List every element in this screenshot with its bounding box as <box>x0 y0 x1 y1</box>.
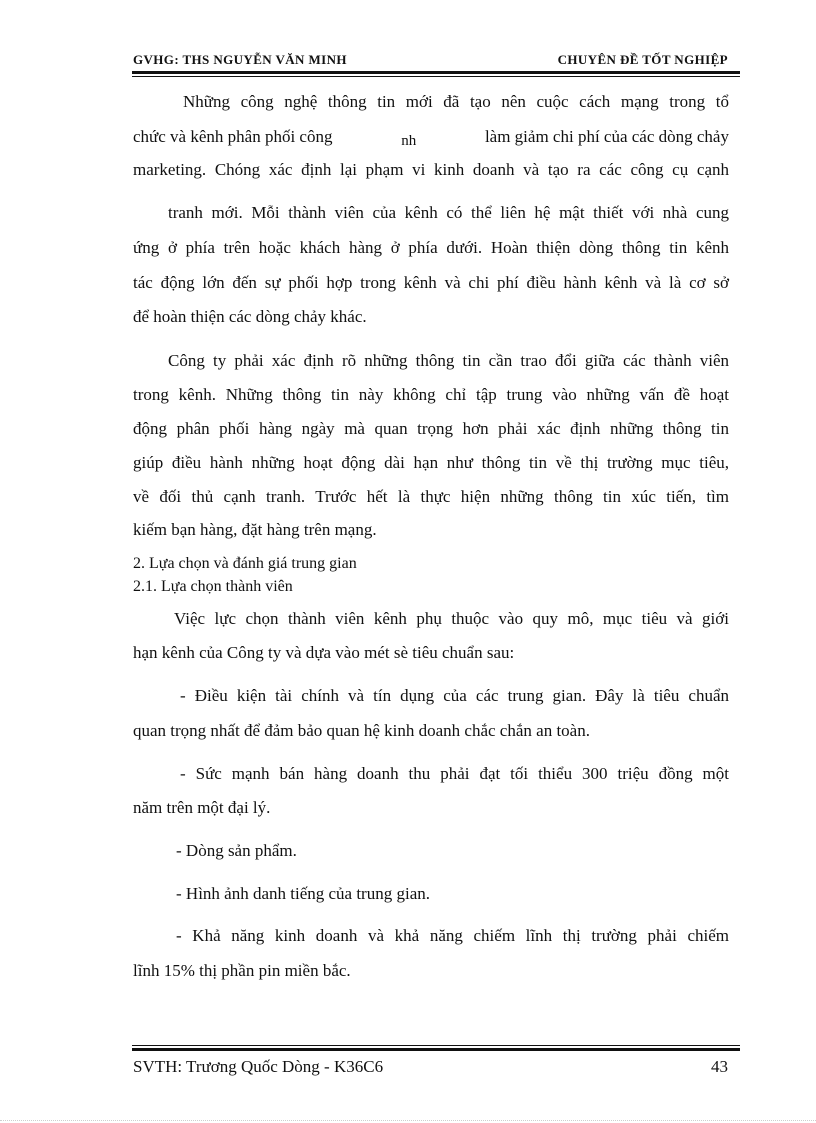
criteria-item: - Khả năng kinh doanh và khả năng chiếm lĩnh thị trường phải chiếm <box>176 926 729 945</box>
criteria-item: - Sức mạnh bán hàng doanh thu phải đạt tối thiểu 300 triệu đồng một <box>180 764 729 783</box>
paragraph-line: để hoàn thiện các dòng chảy khác. <box>133 307 367 326</box>
paragraph-line: Những công nghệ thông tin mới đã tạo nên cuộc cách mạng trong tổ <box>183 92 729 111</box>
footer-rule-thin <box>132 1045 740 1046</box>
criteria-item: - Hình ảnh danh tiếng của trung gian. <box>176 884 430 903</box>
criteria-item-continuation: lĩnh 15% thị phần pin miền bắc. <box>133 961 351 980</box>
footer-student: SVTH: Trương Quốc Dòng - K36C6 <box>133 1057 384 1076</box>
paragraph-line: trong kênh. Những thông tin này không chỉ tập trung vào những vấn đề hoạt <box>133 385 729 404</box>
footer-rule-thick <box>132 1048 740 1051</box>
page-number: 43 <box>711 1057 728 1076</box>
header-instructor: GVHG: THS NGUYỄN VĂN MINH <box>133 52 347 67</box>
paragraph-line: tranh mới. Mỗi thành viên của kênh có thể liên hệ mật thiết với nhà cung <box>168 203 729 222</box>
paragraph-line: ứng ở phía trên hoặc khách hàng ở phía dưới. Hoàn thiện dòng thông tin kênh <box>133 238 729 257</box>
header-rule-thick <box>132 71 740 74</box>
criteria-item: - Điều kiện tài chính và tín dụng của các trung gian. Đây là tiêu chuẩn <box>180 686 729 705</box>
header-document-type: CHUYÊN ĐỀ TỐT NGHIỆP <box>557 52 728 67</box>
paragraph-line: về đối thủ cạnh tranh. Trước hết là thực hiện những thông tin xúc tiến, tìm <box>133 487 729 506</box>
criteria-item: - Dòng sản phẩm. <box>176 841 297 860</box>
paragraph-line: động phân phối hàng ngày mà quan trọng hơn phải xác định những thông tin <box>133 419 729 438</box>
header-rule-thin <box>132 76 740 77</box>
paragraph-line: tác động lớn đến sự phối hợp trong kênh và chi phí điều hành kênh và là cơ sở <box>133 273 729 292</box>
paragraph-line-subscript: nh <box>401 133 417 149</box>
paragraph-line <box>133 127 729 147</box>
paragraph-line: marketing. Chóng xác định lại phạm vi kinh doanh và tạo ra các công cụ cạnh <box>133 160 729 179</box>
paragraph-line-part: chức và kênh phân phối công <box>133 127 333 146</box>
paragraph-line: Việc lực chọn thành viên kênh phụ thuộc vào quy mô, mục tiêu và giới <box>174 609 729 628</box>
criteria-item-continuation: năm trên một đại lý. <box>133 798 271 817</box>
page-bottom-edge <box>0 1120 816 1121</box>
criteria-item-continuation: quan trọng nhất để đảm bảo quan hệ kinh doanh chắc chắn an toàn. <box>133 721 590 740</box>
section-heading: 2. Lựa chọn và đánh giá trung gian <box>133 555 357 572</box>
paragraph-line: Công ty phải xác định rõ những thông tin cần trao đổi giữa các thành viên <box>168 351 729 370</box>
paragraph-line-part: làm giảm chi phí của các dòng chảy <box>484 127 729 146</box>
paragraph-line: hạn kênh của Công ty và dựa vào mét sè tiêu chuẩn sau: <box>133 643 515 662</box>
paragraph-line: giúp điều hành những hoạt động dài hạn như thông tin về thị trường mục tiêu, <box>133 453 729 472</box>
paragraph-line: kiếm bạn hàng, đặt hàng trên mạng. <box>133 520 377 539</box>
section-subheading: 2.1. Lựa chọn thành viên <box>133 578 293 595</box>
